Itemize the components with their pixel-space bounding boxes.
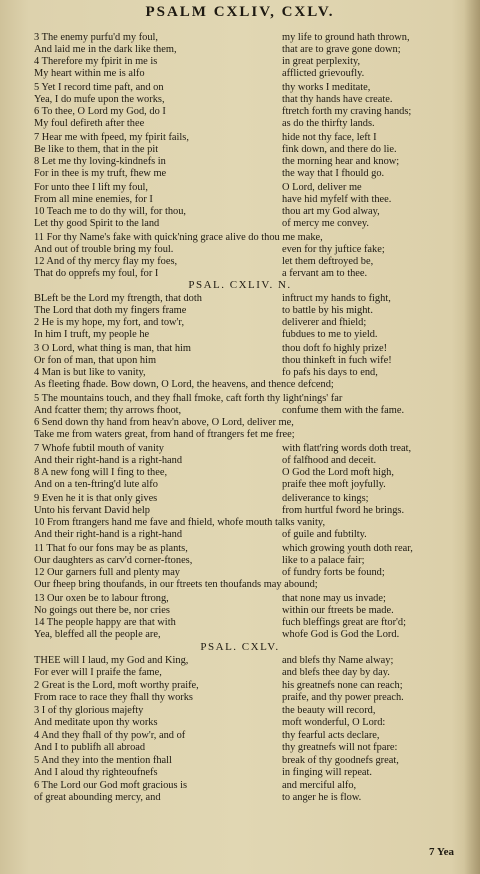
verse-left-half: 2 Great is the Lord, moft worthy praife, [34, 680, 199, 691]
verse-right-half: praife, and thy power preach. [282, 692, 404, 703]
verse-left-half: For in thee is my truft, fhew me [34, 168, 167, 179]
verse-left-half: Or fon of man, that upon him [34, 355, 157, 366]
page-header: PSALM CXLIV, CXLV. [145, 4, 335, 20]
verse-right-half: his greatnefs none can reach; [282, 680, 403, 691]
verse-right-half: thou doft fo highly prize! [282, 343, 388, 354]
verse-right-half: to anger he is flow. [282, 792, 362, 803]
verse-right-half: the beauty will record, [282, 705, 376, 716]
verse-right-half: of fundry forts be found; [282, 567, 385, 578]
verse-line [0, 377, 480, 392]
verse-line [0, 216, 480, 231]
verse-right-half: deliverer and fhield; [282, 317, 367, 328]
verse-line [0, 527, 480, 542]
verse-right-half: and blefs thy Name alway; [282, 655, 394, 666]
verse-line [0, 790, 480, 805]
verse-left-half: For unto thee I lift my foul, [34, 182, 148, 193]
verse-right-half: deliverance to kings; [282, 493, 369, 504]
verse-left-half: 12 Our garners full and plenty may [34, 567, 181, 578]
verse-line [0, 477, 480, 492]
verse-left-half: 7 Hear me with fpeed, my fpirit fails, [34, 132, 189, 143]
verse-left-half: 14 The people happy are that with [34, 617, 176, 628]
section-heading: PSAL. CXLIV. N. [188, 279, 292, 291]
verse-right-half: that are to grave gone down; [282, 44, 401, 55]
verse-left-half: And I aloud thy righteoufnefs [34, 767, 158, 778]
verse-left-half: Let thy good Spirit to the land [34, 218, 160, 229]
verse-right-half: as do the thirfty lands. [282, 118, 375, 129]
verse-left-half: And their right-hand is a right-hand [34, 455, 183, 466]
verse-left-half: And meditate upon thy works [34, 717, 158, 728]
verse-left-half: And their right-hand is a right-hand [34, 529, 183, 540]
verse-right-half: thy fearful acts declare, [282, 730, 380, 741]
verse-right-half: that thy hands have create. [282, 94, 393, 105]
verse-line [0, 427, 480, 442]
verse-right-half: whofe God is God the Lord. [282, 629, 400, 640]
verse-right-half: thy greatnefs will not fpare: [282, 742, 398, 753]
verse-left-half: 7 Whofe fubtil mouth of vanity [34, 443, 164, 454]
verse-right-half: of falfhood and deceit. [282, 455, 377, 466]
verse-full-line: 6 Send down thy hand from heav'n above, O Lord, deliver me, [34, 417, 294, 428]
verse-left-half: 4 And they fhall of thy pow'r, and of [34, 730, 186, 741]
verse-left-half: 3 O Lord, what thing is man, that him [34, 343, 191, 354]
verse-right-half: and merciful alfo, [282, 780, 357, 791]
verse-right-half: thou art my God alway, [282, 206, 380, 217]
verse-left-half: For ever will I praife the fame, [34, 667, 162, 678]
verse-right-half: of guile and fubtilty. [282, 529, 367, 540]
verse-right-half: fink down, and there do lie. [282, 144, 397, 155]
verse-right-half: praife thee moft joyfully. [282, 479, 386, 490]
verse-right-half: O God the Lord moft high, [282, 467, 394, 478]
verse-left-half: 4 Man is but like to vanity, [34, 367, 146, 378]
verse-right-half: even for thy juftice fake; [282, 244, 385, 255]
verse-left-half: In him I truft, my people he [34, 329, 150, 340]
verse-left-half: Yea, bleffed all the people are, [34, 629, 161, 640]
verse-left-half: THEE will I laud, my God and King, [34, 655, 189, 666]
verse-left-half: No goings out there be, nor cries [34, 605, 170, 616]
verse-right-half: ftretch forth my craving hands; [282, 106, 412, 117]
verse-left-half: 8 Let me thy loving-kindnefs in [34, 156, 166, 167]
verse-left-half: 6 To thee, O Lord my God, do I [34, 106, 166, 117]
verse-line [0, 577, 480, 592]
verse-line [0, 116, 480, 131]
verse-right-half: have hid myfelf with thee. [282, 194, 392, 205]
verse-right-half: break of thy goodnefs great, [282, 755, 399, 766]
verse-left-half: And laid me in the dark like them, [34, 44, 177, 55]
verse-full-line: As fleeting fhade. Bow down, O Lord, the heavens, and thence defcend; [34, 379, 334, 390]
catchword: 7 Yea [429, 846, 454, 858]
verse-left-half: Our daughters as carv'd corner-ftones, [34, 555, 193, 566]
verse-left-half: 8 A new fong will I fing to thee, [34, 467, 168, 478]
verse-right-half: in great perplexity, [282, 56, 361, 67]
verse-right-half: of mercy me convey. [282, 218, 370, 229]
verse-left-half: Be like to them, that in the pit [34, 144, 159, 155]
verse-right-half: confume them with the fame. [282, 405, 405, 416]
verse-line [0, 66, 480, 81]
verse-right-half: thou thinkeft in fuch wife! [282, 355, 392, 366]
verse-right-half: fubdues to me to yield. [282, 329, 378, 340]
verse-full-line: 5 The mountains touch, and they fhall fmoke, caft forth thy light'nings' far [34, 393, 343, 404]
verse-right-half: a fervant am to thee. [282, 268, 368, 279]
verse-left-half: 3 I of thy glorious majefty [34, 705, 144, 716]
verse-right-half: the morning hear and know; [282, 156, 400, 167]
verse-left-half: 13 Our oxen be to labour ftrong, [34, 593, 169, 604]
verse-right-half: to battle by his might. [282, 305, 373, 316]
verse-left-half: 4 Therefore my fpirit in me is [34, 56, 158, 67]
verse-right-half: that none may us invade; [282, 593, 386, 604]
verse-left-half: Unto his fervant David help [34, 505, 151, 516]
verse-left-half: And on a ten-ftring'd lute alfo [34, 479, 158, 490]
verse-full-line: 10 From ftrangers hand me fave and fhield, whofe mouth talks vanity, [34, 517, 326, 528]
verse-right-half: from hurtful fword he brings. [282, 505, 405, 516]
verse-left-half: of great abounding mercy, and [34, 792, 161, 803]
verse-right-half: afflicted grievoufly. [282, 68, 365, 79]
verse-right-half: with flatt'ring words doth treat, [282, 443, 412, 454]
verse-right-half: O Lord, deliver me [282, 182, 362, 193]
verse-left-half: From race to race they fhall thy works [34, 692, 193, 703]
verse-right-half: thy works I meditate, [282, 82, 371, 93]
verse-left-half: That do opprefs my foul, for I [34, 268, 159, 279]
verse-line [0, 327, 480, 342]
verse-right-half: within our ftreets be made. [282, 605, 394, 616]
verse-left-half: 6 The Lord our God moft gracious is [34, 780, 188, 791]
verse-full-line: Take me from waters great, from hand of ftrangers fet me free; [34, 429, 295, 440]
verse-left-half: And out of trouble bring my foul. [34, 244, 174, 255]
verse-left-half: The Lord that doth my fingers frame [34, 305, 187, 316]
verse-right-half: which growing youth doth rear, [282, 543, 413, 554]
verse-right-half: hide not thy face, left I [282, 132, 377, 143]
verse-left-half: 9 Even he it is that only gives [34, 493, 158, 504]
verse-left-half: 2 He is my hope, my fort, and tow'r, [34, 317, 185, 328]
verse-left-half: My foul defireth after thee [34, 118, 145, 129]
verse-left-half: 10 Teach me to do thy will, for thou, [34, 206, 187, 217]
verse-full-line: 11 For thy Name's fake with quick'ning grace alive do thou me make, [34, 232, 323, 243]
verse-right-half: in finging will repeat. [282, 767, 373, 778]
verse-left-half: Yea, I do mufe upon the works, [34, 94, 165, 105]
verse-left-half: 5 Yet I record time paft, and on [34, 82, 164, 93]
verse-right-half: let them deftroyed be, [282, 256, 374, 267]
verse-left-half: 12 And of thy mercy flay my foes, [34, 256, 178, 267]
verse-right-half: inftruct my hands to fight, [282, 293, 391, 304]
verse-right-half: the way that I fhould go. [282, 168, 385, 179]
verse-right-half: moft wonderful, O Lord: [282, 717, 386, 728]
verse-left-half: My heart within me is alfo [34, 68, 145, 79]
verse-right-half: fuch bleffings great are ftor'd; [282, 617, 407, 628]
section-heading: PSAL. CXLV. [200, 641, 280, 653]
verse-left-half: 11 That fo our fons may be as plants, [34, 543, 188, 554]
verse-left-half: And I to publifh all abroad [34, 742, 146, 753]
verse-full-line: Our fheep bring thoufands, in our ftreets ten thoufands may abound; [34, 579, 318, 590]
verse-right-half: like to a palace fair; [282, 555, 365, 566]
verse-left-half: And fcatter them; thy arrows fhoot, [34, 405, 182, 416]
verse-left-half: 3 The enemy purfu'd my foul, [34, 32, 159, 43]
verse-line [0, 166, 480, 181]
verse-left-half: 5 And they into the mention fhall [34, 755, 172, 766]
verse-right-half: my life to ground hath thrown, [282, 32, 410, 43]
verse-right-half: and blefs thee day by day. [282, 667, 390, 678]
verse-left-half: BLeft be the Lord my ftrength, that doth [34, 293, 202, 304]
verse-right-half: fo pafs his days to end, [282, 367, 378, 378]
verse-left-half: From all mine enemies, for I [34, 194, 153, 205]
